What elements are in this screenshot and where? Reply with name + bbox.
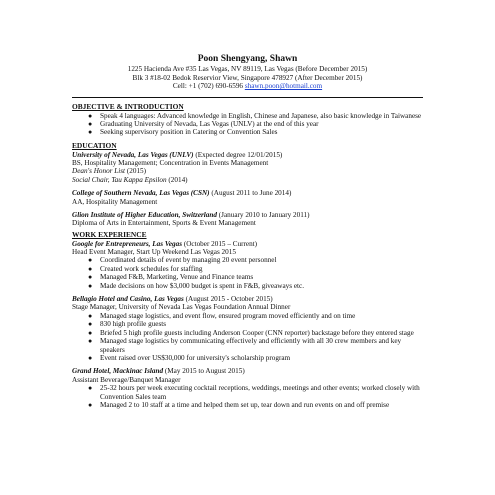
contact-line	[72, 82, 423, 91]
list-item: ● 830 high profile guests	[88, 320, 167, 329]
header-divider	[72, 97, 423, 98]
address-singapore: Blk 3 #18-02 Bedok Reservior View, Singapore 478927 (After December 2015)	[132, 73, 363, 82]
resume-header	[72, 54, 423, 91]
job-employer: Grand Hotel, Mackinac Island	[72, 367, 164, 376]
bullet-icon: ●	[88, 281, 93, 290]
job-dates: (May 2015 to August 2015)	[163, 367, 245, 376]
education-unlv-honor: Dean's Honor List (2015)	[72, 167, 147, 176]
section-title-objective: OBJECTIVE & INTRODUCTION	[72, 101, 184, 111]
objective-list	[72, 112, 423, 137]
bullet-icon: ●	[88, 119, 93, 128]
job-duties	[72, 312, 423, 362]
job-role: Head Event Manager, Start Up Weekend Las Vegas 2015	[72, 248, 236, 257]
job-role: Assistant Beverage/Banquet Manager	[72, 375, 181, 384]
list-item: ● Managed F&B, Marketing, Venue and Finance teams	[88, 273, 254, 282]
job-dates: (October 2015 – Current)	[182, 239, 258, 248]
education-unlv-social: Social Chair, Tau Kappa Epsilon (2014)	[72, 175, 188, 184]
job-duties	[72, 256, 423, 290]
job-grand-hotel	[72, 367, 423, 409]
education-csn-degree: AA, Hospitality Management	[72, 197, 158, 206]
list-item: ● Coordinated details of event by managing 20 event personnel	[88, 256, 277, 265]
list-item: ● Event raised over US$30,000 for university's scholarship program	[88, 353, 291, 362]
bullet-icon: ●	[88, 311, 93, 320]
job-duties	[72, 384, 423, 409]
bullet-icon: ●	[88, 128, 93, 137]
bullet-icon: ●	[88, 353, 93, 362]
education-csn: College of Southern Nevada, Las Vegas (CSN) (August 2011 to June 2014)	[72, 189, 292, 198]
bullet-icon: ●	[88, 384, 93, 393]
bullet-icon: ●	[88, 256, 93, 265]
job-employer: Bellagio Hotel and Casino, Las Vegas	[72, 295, 184, 304]
education-glion: Glion Institute of Higher Education, Switzerland (January 2010 to January 2011)	[72, 211, 310, 220]
list-item: ● Briefed 5 high profile guests including Anderson Cooper (CNN reporter) backstage before they entered stage	[88, 328, 414, 337]
bullet-icon: ●	[88, 111, 93, 120]
bullet-icon: ●	[88, 337, 93, 346]
job-employer: Google for Entrepreneurs, Las Vegas	[72, 239, 183, 248]
list-item: ● Managed stage logistics, and event flow, ensured program moved efficiently and on time	[88, 311, 356, 320]
list-item: ● Managed stage logistics by communicating effectively and efficiently with all 30 crew members and key speakers	[88, 337, 402, 354]
applicant-name: Poon Shengyang, Shawn	[197, 54, 298, 64]
list-item: ● Speak 4 languages: Advanced knowledge in English, Chinese and Japanese, also basic knowledge in Taiwanese	[88, 111, 422, 120]
list-item: ● Managed 2 to 10 staff at a time and helped them set up, tear down and run events on and off premise	[88, 400, 390, 409]
job-dates: (August 2015 - October 2015)	[183, 295, 273, 304]
education-glion-degree: Diploma of Arts in Entertainment, Sports & Event Management	[72, 219, 256, 228]
bullet-icon: ●	[88, 264, 93, 273]
education-unlv: University of Nevada, Las Vegas (UNLV) (Expected degree 12/01/2015)	[72, 150, 283, 159]
job-bellagio	[72, 295, 423, 362]
cell-phone: Cell: +1 (702) 690-6596	[172, 82, 244, 91]
bullet-icon: ●	[88, 273, 93, 282]
section-title-work: WORK EXPERIENCE	[72, 229, 147, 239]
address-las-vegas: 1225 Hacienda Ave #35 Las Vegas, NV 89119, Las Vegas (Before December 2015)	[127, 65, 368, 73]
list-item: ● Created work schedules for staffing	[88, 264, 203, 273]
list-item: ● Made decisions on how $3,000 budget is spent in F&B, giveaways etc.	[88, 281, 305, 290]
bullet-icon: ●	[88, 400, 93, 409]
section-title-education: EDUCATION	[72, 140, 117, 150]
list-item: ● Seeking supervisory position in Catering or Convention Sales	[88, 128, 278, 137]
education-unlv-degree: BS, Hospitality Management; Concentration in Events Management	[72, 159, 269, 167]
list-item: ● Graduating University of Nevada, Las Vegas (UNLV) at the end of this year	[88, 119, 319, 128]
bullet-icon: ●	[88, 320, 93, 329]
list-item: ● 25-32 hours per week executing cocktail receptions, weddings, meetings and other events; worked closely with Convention Sales team	[88, 384, 420, 401]
job-google	[72, 240, 423, 290]
bullet-icon: ●	[88, 328, 93, 337]
job-role: Stage Manager, University of Nevada Las Vegas Foundation Annual Dinner	[72, 303, 291, 312]
email-link[interactable]: shawn.poon@hotmail.com	[244, 82, 323, 91]
